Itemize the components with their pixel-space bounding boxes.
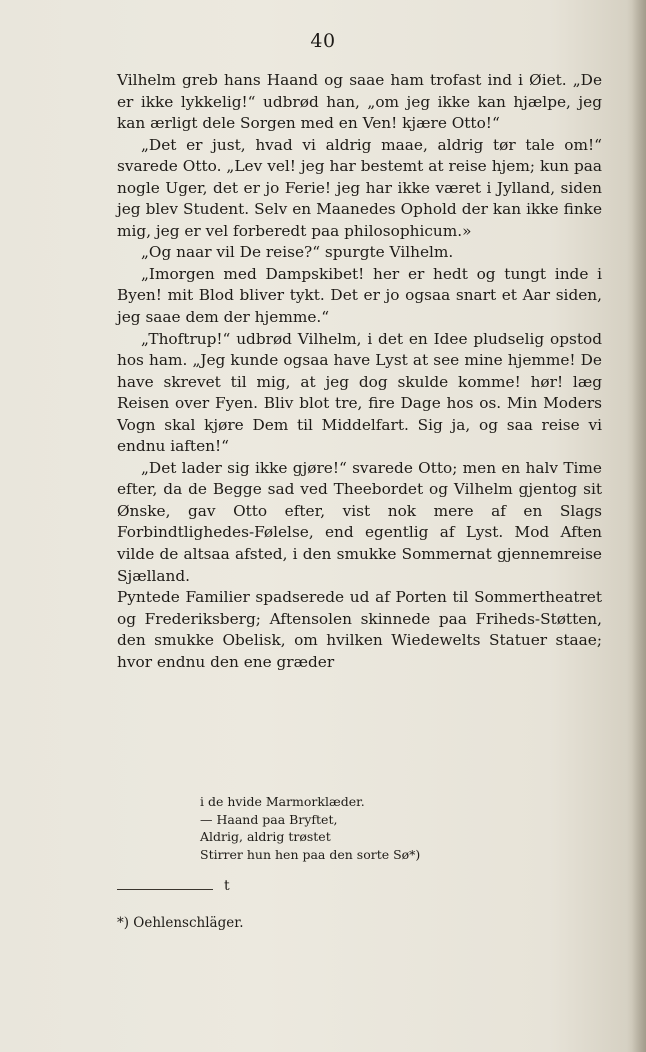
- verse-line: — Haand paa Bryftet,: [200, 811, 338, 827]
- paragraph-2: „Det er just, hvad vi aldrig maae, aldrig tør tale om!“ svarede Otto. „Lev vel! jeg har bestemt at reise hjem; kun paa nogle Uger, det er jo Ferie! jeg har ikke været i Jylland, siden jeg blev Student. Selv en Maanedes Ophold der kan ikke finke mig, jeg er vel forberedt paa philosophicum.»: [117, 135, 602, 240]
- footnote-divider: [117, 889, 213, 890]
- paragraph-1: Vilhelm greb hans Haand og saae ham trofast ind i Øiet. „De er ikke lykkelig!“ udbrød han, „om jeg ikke kan hjælpe, jeg kan ærligt dele Sorgen med en Ven! kjære Otto!“: [117, 71, 602, 133]
- footnote: *) Oehlenschläger.: [117, 915, 244, 931]
- signature-mark: t: [224, 878, 230, 894]
- paragraph-3: „Og naar vil De reise?“ spurgte Vilhelm.: [141, 243, 454, 262]
- verse-line: Aldrig, aldrig trøstet: [200, 829, 331, 844]
- verse-quote: [200, 793, 540, 863]
- paragraph-6: „Det lader sig ikke gjøre!“ svarede Otto; men en halv Time efter, da de Begge sad ved Theebordet og Vilhelm gjentog sit Ønske, gav Otto efter, vist nok mere af en Slags Forbindtlighedes-Følelse, end egentlig af Lyst. Mod Aften vilde de altsaa afsted, i den smukke Sommernat gjennemreise Sjælland.: [117, 458, 602, 585]
- paragraph-4: „Imorgen med Dampskibet! her er hedt og tungt inde i Byen! mit Blod bliver tykt. Det er jo ogsaa snart et Aar siden, jeg saae dem der hjemme.“: [117, 264, 602, 327]
- verse-line: Stirrer hun hen paa den sorte Sø*): [200, 846, 421, 862]
- page-edge-shadow: [632, 0, 646, 1052]
- paragraph-5: „Thoftrup!“ udbrød Vilhelm, i det en Idee pludselig opstod hos ham. „Jeg kunde ogsaa have Lyst at see mine hjemme! De have skrevet til mig, at jeg dog skulde komme! hør! læg Reisen over Fyen. Bliv blot tre, fire Dage hos os. Min Moders Vogn skal kjøre Dem til Middelfart. Sig ja, og saa reise vi endnu iaften!“: [117, 329, 602, 456]
- body-text: [117, 70, 602, 673]
- page-number: 40: [310, 30, 336, 52]
- paragraph-7: Pyntede Familier spadserede ud af Porten til Sommertheatret og Frederiksberg; Aftensolen skinnede paa Friheds-Støtten, den smukke Obelisk, om hvilken Wiedewelts Statuer staae; hvor endnu den ene græder: [117, 588, 602, 671]
- verse-line: i de hvide Marmorklæder.: [200, 794, 365, 809]
